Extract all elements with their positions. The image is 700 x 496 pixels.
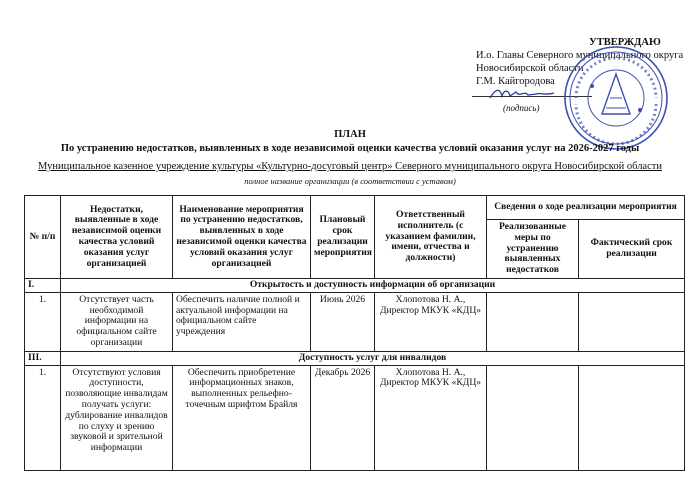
table-row	[25, 365, 685, 470]
plan-subtitle: По устранению недостатков, выявленных в ходе независимой оценки качества условий оказания услуг на 2026-2027 годы	[60, 143, 640, 154]
row-actual	[579, 365, 685, 470]
approver-region: Новосибирской области	[476, 63, 584, 75]
organization-name: Муниципальное казенное учреждение культуры «Культурно-досуговый центр» Северного муниципального округа Новосибирской области	[38, 161, 662, 172]
row-measure: Обеспечить приобретение информационных знаков, выполненных рельефно-точечным шрифтом Брайля	[173, 365, 311, 470]
row-responsible: Хлопотова Н. А., Директор МКУК «КДЦ»	[375, 292, 487, 351]
approval-word: УТВЕРЖДАЮ	[589, 37, 661, 48]
row-implemented	[487, 292, 579, 351]
table-row	[25, 292, 685, 351]
approver-name: Г.М. Кайгородова	[476, 76, 555, 88]
row-responsible: Хлопотова Н. А., Директор МКУК «КДЦ»	[375, 365, 487, 470]
header-responsible: Ответственный исполнитель (с указанием фамилии, имени, отчества и должности)	[375, 196, 487, 279]
row-deadline: Июнь 2026	[311, 292, 375, 351]
header-measure: Наименование мероприятия по устранению недостатков, выявленных в ходе независимой оценки качества условий оказания услуг организацией	[173, 196, 311, 279]
header-deadline: Плановый срок реализации мероприятия	[311, 196, 375, 279]
row-shortcoming: Отсутствуют условия доступности, позволяющие инвалидам получать услуги: дублирование инвалидов по слуху и зрению звуковой и зрительной информации	[61, 365, 173, 470]
row-number: 1.	[25, 365, 61, 470]
approver-position: И.о. Главы Северного муниципального округа	[476, 50, 684, 61]
plan-title: ПЛАН	[334, 129, 366, 140]
section-row	[25, 278, 685, 292]
row-deadline: Декабрь 2026	[311, 365, 375, 470]
row-shortcoming: Отсутствует часть необходимой информации на официальном сайте организации	[61, 292, 173, 351]
header-actual: Фактический срок реализации	[579, 220, 685, 279]
row-implemented	[487, 365, 579, 470]
section-number: III.	[25, 351, 61, 365]
row-measure: Обеспечить наличие полной и актуальной информации на официальном сайте учреждения	[173, 292, 311, 351]
header-implemented: Реализованные меры по устранению выявленных недостатков	[487, 220, 579, 279]
plan-table	[24, 195, 685, 471]
section-name: Открытость и доступность информации об организации	[61, 278, 685, 292]
row-number: 1.	[25, 292, 61, 351]
handwritten-signature	[488, 86, 558, 102]
organization-caption: полное название организации (в соответствии с уставом)	[244, 176, 456, 186]
section-name: Доступность услуг для инвалидов	[61, 351, 685, 365]
header-shortcomings: Недостатки, выявленные в ходе независимой оценки качества условий оказания услуг организацией	[61, 196, 173, 279]
header-num: № п/п	[25, 196, 61, 279]
section-row	[25, 351, 685, 365]
signature-caption: (подпись)	[503, 103, 540, 113]
section-number: I.	[25, 278, 61, 292]
row-actual	[579, 292, 685, 351]
header-progress: Сведения о ходе реализации мероприятия	[487, 196, 685, 220]
